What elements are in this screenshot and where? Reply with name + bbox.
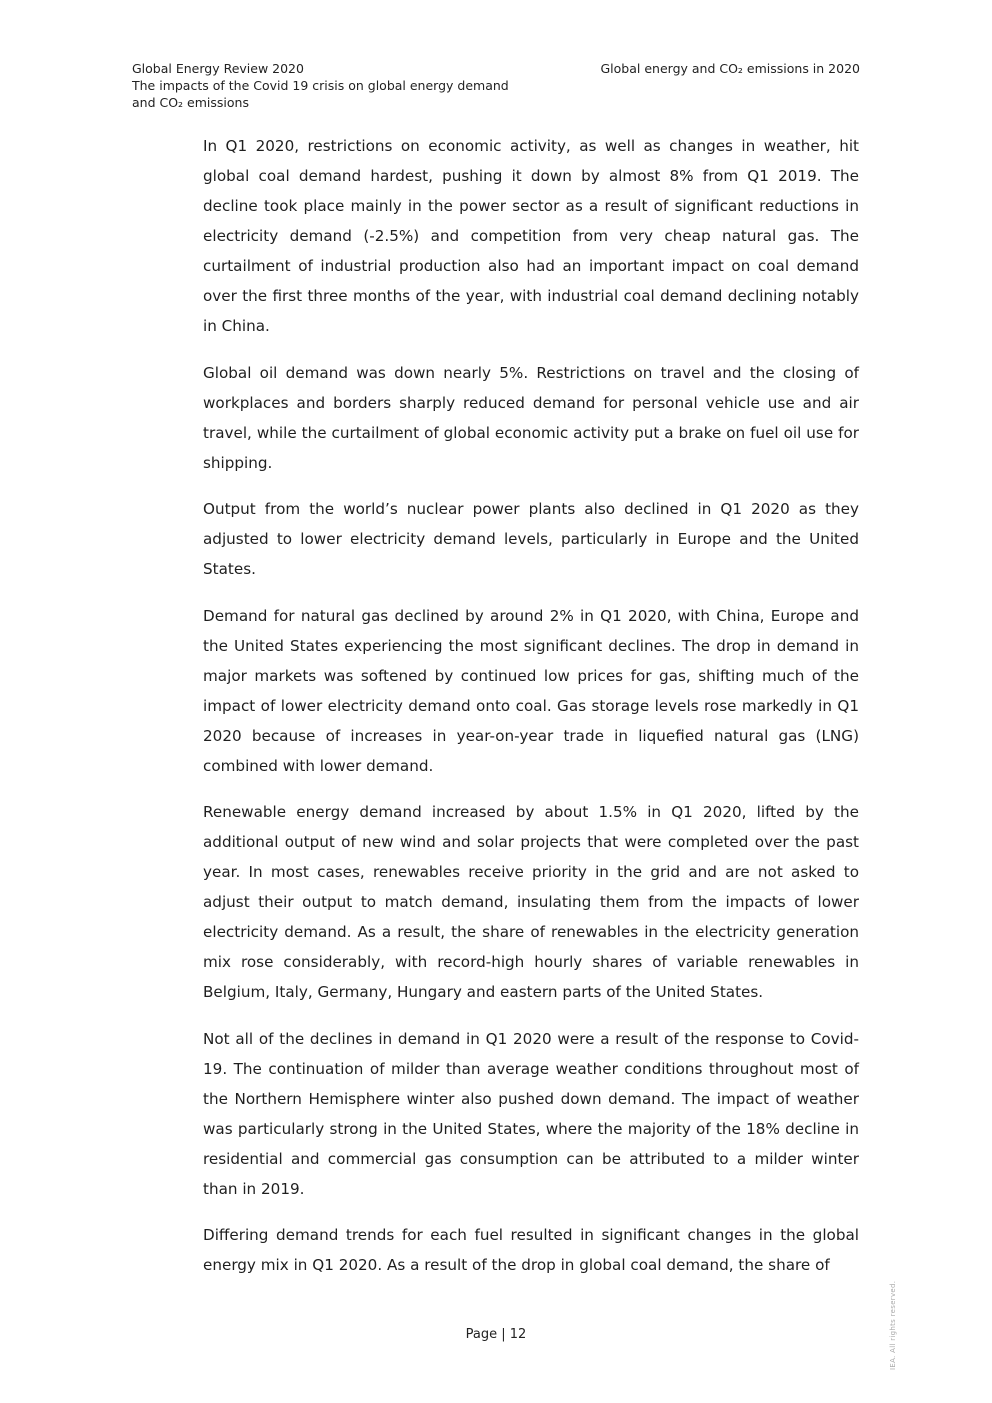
paragraph: In Q1 2020, restrictions on economic activity, as well as changes in weather, hit global coal demand hardest, pushing it down by almost 8% from Q1 2019. The decline took place mainly in the power sector as a result of significant reductions in electricity demand (-2.5%) and competition from very cheap natural gas. The curtailment of industrial production also had an important impact on coal demand over the first three months of the year, with industrial coal demand declining notably in China. xyxy=(203,137,859,335)
page-number: Page | 12 xyxy=(465,1327,527,1342)
report-subtitle-line1: The impacts of the Covid 19 crisis on global energy demand xyxy=(132,78,509,93)
section-title: Global energy and CO₂ emissions in 2020 xyxy=(600,61,860,76)
copyright-text: IEA. All rights reserved. xyxy=(889,1280,897,1370)
paragraph: Demand for natural gas declined by around 2% in Q1 2020, with China, Europe and the United States experiencing the most significant declines. The drop in demand in major markets was softened by continued low prices for gas, shifting much of the impact of lower electricity demand onto coal. Gas storage levels rose markedly in Q1 2020 because of increases in year-on-year trade in liquefied natural gas (LNG) combined with lower demand. xyxy=(203,606,859,775)
paragraph: Global oil demand was down nearly 5%. Restrictions on travel and the closing of workplaces and borders sharply reduced demand for personal vehicle use and air travel, while the curtailment of global economic activity put a brake on fuel oil use for shipping. xyxy=(203,363,859,472)
paragraph: Output from the world’s nuclear power plants also declined in Q1 2020 as they adjusted to lower electricity demand levels, particularly in Europe and the United States. xyxy=(203,500,859,578)
paragraph: Not all of the declines in demand in Q1 2020 were a result of the response to Covid-19. The continuation of milder than average weather conditions throughout most of the Northern Hemisphere winter also pushed down demand. The impact of weather was particularly strong in the United States, where the majority of the 18% decline in residential and commercial gas consumption can be attributed to a milder winter than in 2019. xyxy=(203,1029,859,1198)
paragraph: Renewable energy demand increased by about 1.5% in Q1 2020, lifted by the additional output of new wind and solar projects that were completed over the past year. In most cases, renewables receive priority in the grid and are not asked to adjust their output to match demand, insulating them from the impacts of lower electricity demand. As a result, the share of renewables in the electricity generation mix rose considerably, with record-high hourly shares of variable renewables in Belgium, Italy, Germany, Hungary and eastern parts of the United States. xyxy=(203,803,859,1001)
report-title: Global Energy Review 2020 xyxy=(132,61,304,76)
paragraph: Differing demand trends for each fuel resulted in significant changes in the global energy mix in Q1 2020. As a result of the drop in global coal demand, the share of xyxy=(203,1226,859,1274)
report-subtitle-line2: and CO₂ emissions xyxy=(132,95,249,110)
header-left xyxy=(132,60,512,111)
copyright-sidebar xyxy=(889,1280,905,1370)
body-text xyxy=(203,131,859,1297)
